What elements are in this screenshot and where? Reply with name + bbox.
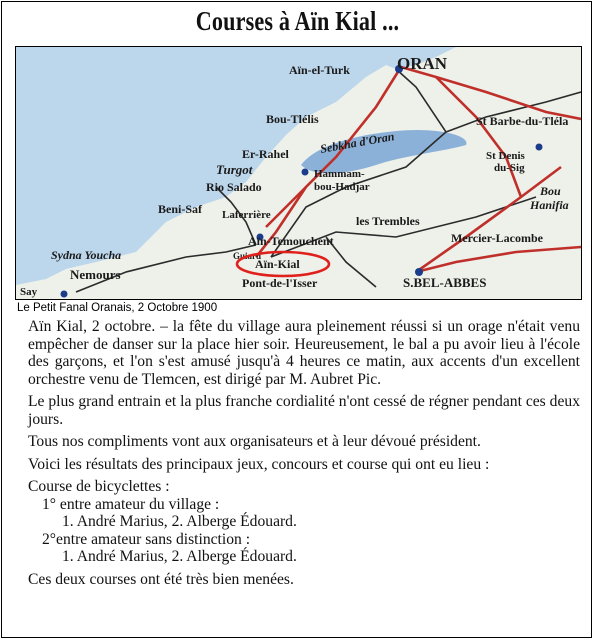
map-label-st-denis: St Denis bbox=[486, 150, 525, 162]
map-label-sydna-youcha: Sydna Youcha bbox=[51, 248, 122, 262]
race-category-1: 1° entre amateur du village : bbox=[42, 495, 220, 513]
map-image bbox=[15, 46, 582, 300]
map-label-nemours: Nemours bbox=[70, 267, 121, 282]
map-label-mercier-lacombe: Mercier-Lacombe bbox=[451, 231, 543, 245]
map-label-ain-temouchent: Aïn-Temouchent bbox=[248, 234, 334, 248]
map-label-st-barbe: St Barbe-du-Tléla bbox=[476, 114, 569, 128]
map-label-turgot: Turgot bbox=[216, 162, 253, 177]
race-results-2: 1. André Marius, 2. Alberge Édouard. bbox=[62, 548, 297, 565]
map-label-ain-el-turk: Aïn-el-Turk bbox=[289, 63, 350, 77]
map-label-er-rahel: Er-Rahel bbox=[242, 147, 289, 161]
map-label-say: Say bbox=[20, 286, 38, 298]
article-paragraph-final: Ces deux courses ont été très bien menées. bbox=[28, 570, 294, 588]
article-paragraph-2: Le plus grand entrain et la plus franche cordialité n'ont cessé de régner pendant ces deux jours. bbox=[28, 393, 580, 428]
map-label-du-sig: du-Sig bbox=[494, 162, 525, 174]
page-title: Courses à Aïn Kial ... bbox=[195, 6, 400, 36]
map-caption: Le Petit Fanal Oranais, 2 Octobre 1900 bbox=[17, 302, 218, 314]
map-label-ain-kial: Aïn-Kial bbox=[255, 257, 300, 271]
map-label-guiard: Guiard bbox=[233, 251, 262, 261]
map-label-bou: Bou bbox=[540, 184, 561, 198]
map-label-sidi-bel-abbes: S.BEL-ABBES bbox=[403, 275, 487, 290]
map-label-hammam: Hammam- bbox=[314, 168, 365, 180]
race-results-1: 1. André Marius, 2. Alberge Édouard. bbox=[62, 513, 297, 530]
map-label-pont-de-lisser: Pont-de-l'Isser bbox=[242, 276, 318, 290]
map-label-laferriere: Laferrière bbox=[222, 209, 271, 221]
article-body bbox=[28, 318, 580, 588]
map-label-bou-tlelis: Bou-Tlélis bbox=[266, 112, 319, 126]
map-label-sebkha: Sebkha d'Oran bbox=[319, 129, 396, 156]
map-label-oran: ORAN bbox=[397, 54, 448, 73]
map-label-hanifia: Hanifia bbox=[530, 198, 569, 212]
map-label-beni-saf: Beni-Saf bbox=[158, 202, 203, 216]
map-label-les-trembles: les Trembles bbox=[356, 214, 420, 228]
map-label-rio-salado: Rio Salado bbox=[206, 180, 262, 194]
article-paragraph-1: Aïn Kial, 2 octobre. – la fête du village aura pleinement réussi si un orage n'était venu empêcher de danser sur la place hier soir. Heureusement, le bal a pu avoir lieu à l'école des garçons, et l'on s'est amusé jusqu'à 4 heures ce matin, aux accents d'un excellent orchestre venu de Tlemcen, est dirigé par M. Aubret Pic. bbox=[28, 318, 580, 388]
article-paragraph-5: Course de bicyclettes : bbox=[28, 478, 170, 495]
article-paragraph-3: Tous nos compliments vont aux organisateurs et à leur dévoué président. bbox=[28, 433, 481, 450]
race-category-2: 2°entre amateur sans distinction : bbox=[42, 530, 251, 548]
map-label-bou-hadjar: bou-Hadjar bbox=[314, 181, 370, 193]
article-paragraph-4: Voici les résultats des principaux jeux, concours et course qui ont eu lieu : bbox=[28, 455, 490, 473]
